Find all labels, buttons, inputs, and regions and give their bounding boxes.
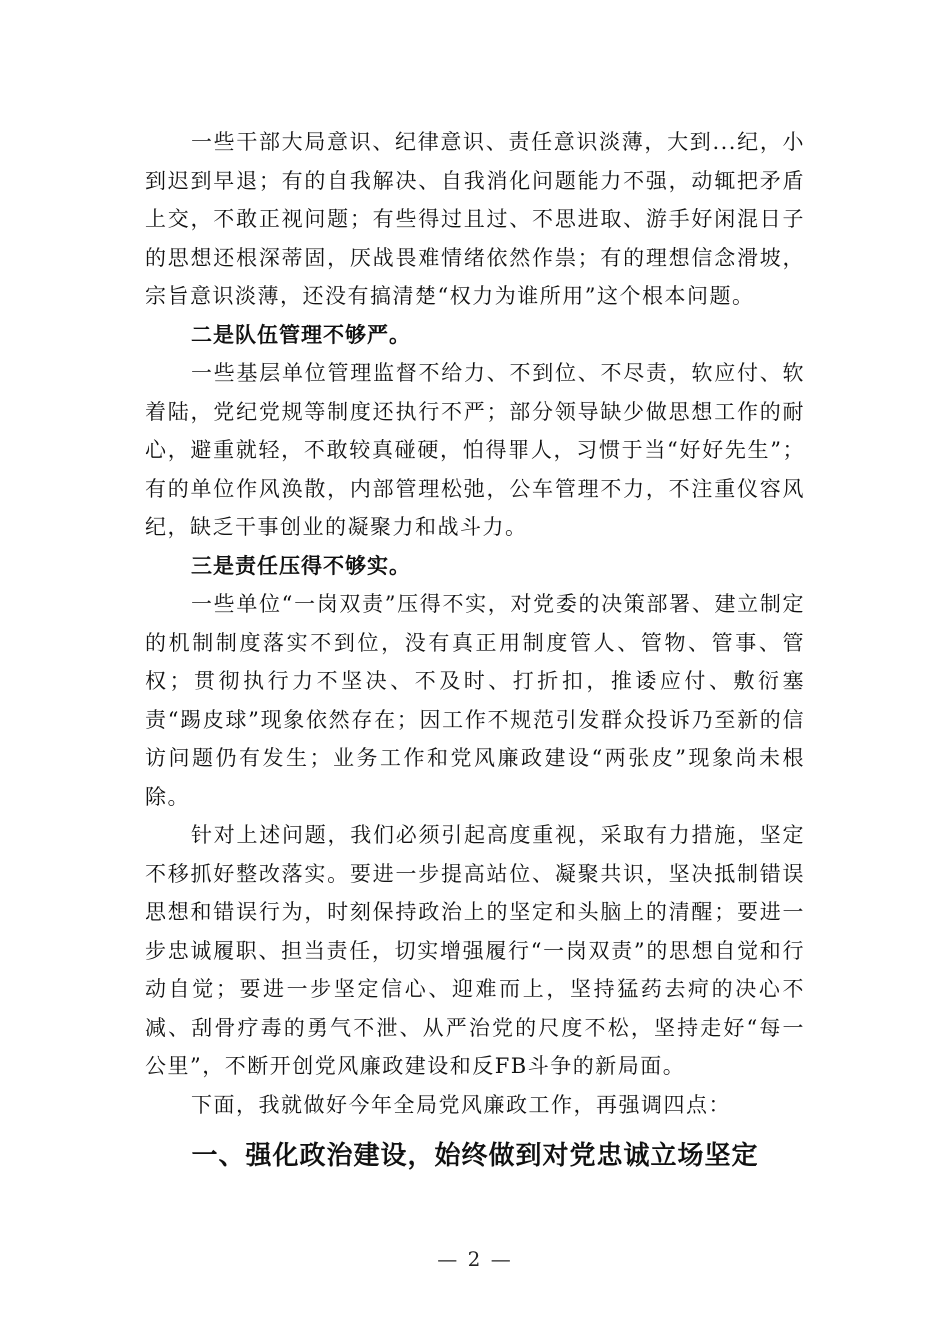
paragraph-team-management: 一些基层单位管理监督不给力、不到位、不尽责，软应付、软着陆，党纪党规等制度还执行不严；部分领导缺少做思想工作的耐心，避重就轻，不敢较真碰硬，怕得罪人，习惯于当“好好先生”；有的单位作风涣散，内部管理松弛，公车管理不力，不注重仪容风纪，缺乏干事创业的凝聚力和战斗力。 <box>145 361 805 539</box>
paragraph-discipline-awareness: 一些干部大局意识、纪律意识、责任意识淡薄，大到...纪，小到迟到早退；有的自我解决、自我消化问题能力不强，动辄把矛盾上交，不敢正视问题；有些得过且过、不思进取、游手好闲混日子的思想还根深蒂固，厌战畏难情绪依然作祟；有的理想信念滑坡，宗旨意识淡薄，还没有搞清楚“权力为谁所用”这个根本问题。 <box>145 130 805 308</box>
paragraph-rectification: 针对上述问题，我们必须引起高度重视，采取有力措施，坚定不移抓好整改落实。要进一步提高站位、凝聚共识，坚决抵制错误思想和错误行为，时刻保持政治上的坚定和头脑上的清醒；要进一步忠诚履职、担当责任，切实增强履行“一岗双责”的思想自觉和行动自觉；要进一步坚定信心、迎难而上，坚持猛药去疴的决心不减、刮骨疗毒的勇气不泄、从严治党的尺度不松，坚持走好“每一公里”，不断开创党风廉政建设和反FB斗争的新局面。 <box>145 823 805 1078</box>
section-heading: 一、强化政治建设，始终做到对党忠诚立场坚定 <box>191 1141 759 1171</box>
paragraph-responsibility: 一些单位“一岗双责”压得不实，对党委的决策部署、建立制定的机制制度落实不到位，没有真正用制度管人、管物、管事、管权；贯彻执行力不坚决、不及时、打折扣，推诿应付、敷衍塞责“踢皮球”现象依然存在；因工作不规范引发群众投诉乃至新的信访问题仍有发生；业务工作和党风廉政建设“两张皮”现象尚未根除。 <box>145 592 805 809</box>
paragraph-four-points-intro: 下面，我就做好今年全局党风廉政工作，再强调四点： <box>191 1092 731 1117</box>
page-number: — 2 — <box>437 1247 513 1271</box>
subheading-responsibility: 三是责任压得不够实。 <box>191 553 411 578</box>
subheading-team-management: 二是队伍管理不够严。 <box>191 322 411 347</box>
document-body <box>145 123 805 1124</box>
